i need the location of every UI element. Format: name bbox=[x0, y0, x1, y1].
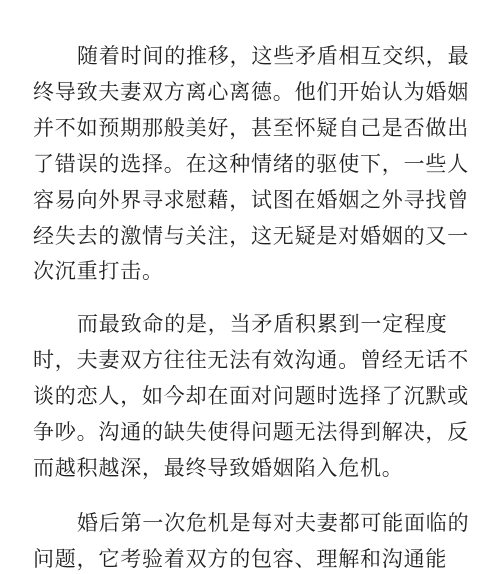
paragraph-1-line-2: 终导致夫妻双方离心离德。他们开始认为婚姻 bbox=[33, 80, 469, 104]
paragraph-1-line-3: 并不如预期那般美好，甚至怀疑自己是否做出 bbox=[33, 116, 469, 140]
paragraph-1-line-1: 随着时间的推移，这些矛盾相互交织，最 bbox=[77, 44, 470, 68]
paragraph-1-line-4: 了错误的选择。在这种情绪的驱使下，一些人 bbox=[33, 152, 469, 176]
paragraph-2-line-3: 谈的恋人，如今却在面对问题时选择了沉默或 bbox=[33, 384, 469, 408]
paragraph-2-line-5: 而越积越深，最终导致婚姻陷入危机。 bbox=[33, 456, 404, 480]
paragraph-1-line-6: 经失去的激情与关注，这无疑是对婚姻的又一 bbox=[33, 224, 469, 248]
paragraph-2-line-2: 时，夫妻双方往往无法有效沟通。曾经无话不 bbox=[33, 348, 469, 372]
paragraph-1-line-5: 容易向外界寻求慰藉，试图在婚姻之外寻找曾 bbox=[33, 188, 469, 212]
paragraph-3-line-1: 婚后第一次危机是每对夫妻都可能面临的 bbox=[77, 511, 470, 535]
paragraph-2-line-1: 而最致命的是，当矛盾积累到一定程度 bbox=[77, 312, 448, 336]
paragraph-2-line-4: 争吵。沟通的缺失使得问题无法得到解决，反 bbox=[33, 420, 469, 444]
paragraph-1-line-7: 次沉重打击。 bbox=[33, 259, 164, 283]
paragraph-3-line-2: 问题，它考验着双方的包容、理解和沟通能 bbox=[33, 547, 448, 571]
